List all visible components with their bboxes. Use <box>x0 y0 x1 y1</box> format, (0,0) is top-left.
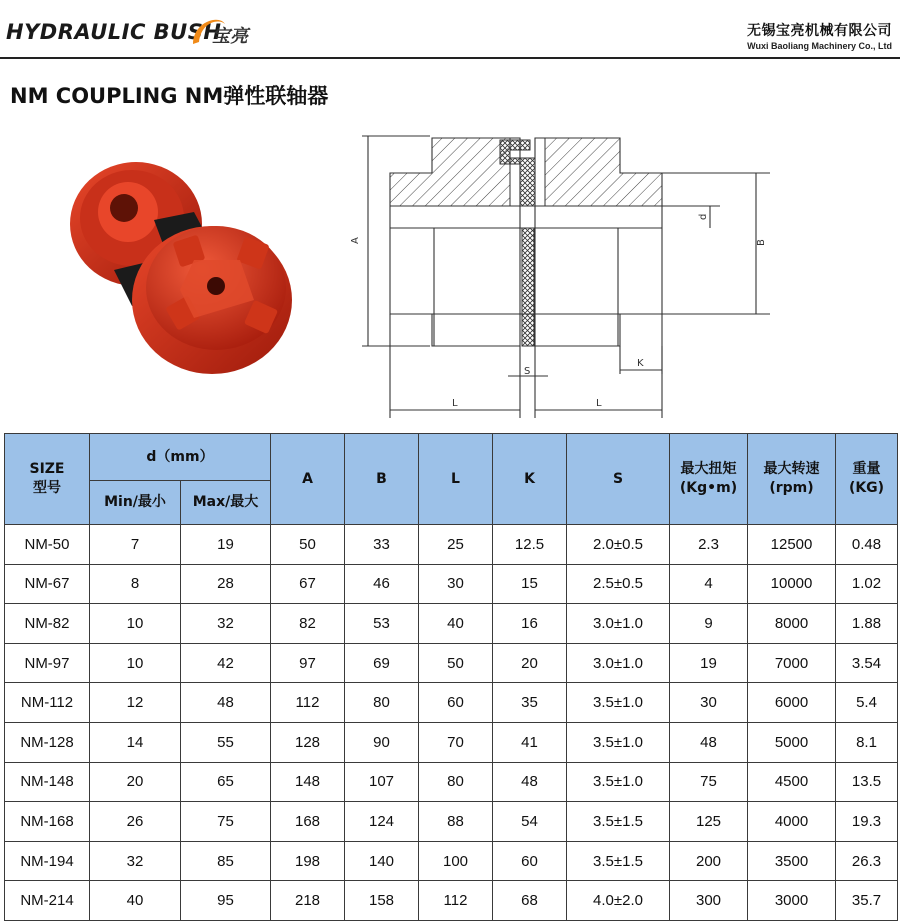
header-l: L <box>419 434 493 525</box>
cell-weight: 8.1 <box>836 722 898 762</box>
cell-d-max: 65 <box>181 762 271 802</box>
cell-size: NM-112 <box>5 683 90 723</box>
header-weight-cn: 重量 <box>852 461 881 478</box>
cell-l: 30 <box>419 564 493 604</box>
cell-weight: 1.88 <box>836 604 898 644</box>
table-row <box>5 722 898 762</box>
cell-k: 15 <box>493 564 567 604</box>
cell-k: 60 <box>493 841 567 881</box>
cell-d-min: 7 <box>90 525 181 565</box>
cell-a: 218 <box>271 881 345 921</box>
coupling-photo <box>44 150 304 380</box>
cell-d-max: 32 <box>181 604 271 644</box>
cell-l: 50 <box>419 643 493 683</box>
cell-d-max: 55 <box>181 722 271 762</box>
cell-d-min: 26 <box>90 802 181 842</box>
cell-torque: 200 <box>670 841 748 881</box>
cell-b: 53 <box>345 604 419 644</box>
cell-b: 80 <box>345 683 419 723</box>
dim-label-l-right: L <box>596 398 602 409</box>
brand-logo <box>6 14 256 50</box>
coupling-section-drawing <box>350 128 790 426</box>
cell-d-max: 75 <box>181 802 271 842</box>
cell-k: 12.5 <box>493 525 567 565</box>
dim-label-s: S <box>524 366 531 377</box>
cell-torque: 30 <box>670 683 748 723</box>
cell-b: 124 <box>345 802 419 842</box>
cell-l: 25 <box>419 525 493 565</box>
header-size-en: SIZE <box>29 461 65 478</box>
cell-a: 168 <box>271 802 345 842</box>
cell-b: 107 <box>345 762 419 802</box>
cell-l: 88 <box>419 802 493 842</box>
cell-speed: 7000 <box>748 643 836 683</box>
cell-s: 3.5±1.0 <box>567 762 670 802</box>
cell-l: 100 <box>419 841 493 881</box>
cell-a: 128 <box>271 722 345 762</box>
cell-k: 35 <box>493 683 567 723</box>
dim-label-a: A <box>350 237 361 244</box>
cell-l: 60 <box>419 683 493 723</box>
cell-a: 148 <box>271 762 345 802</box>
brand-name-en: HYDRAULIC BUSH <box>6 20 222 44</box>
cell-d-min: 12 <box>90 683 181 723</box>
cell-size: NM-67 <box>5 564 90 604</box>
cell-size: NM-82 <box>5 604 90 644</box>
cell-s: 2.5±0.5 <box>567 564 670 604</box>
cell-a: 112 <box>271 683 345 723</box>
cell-k: 41 <box>493 722 567 762</box>
cell-b: 46 <box>345 564 419 604</box>
cell-s: 3.0±1.0 <box>567 643 670 683</box>
cell-d-min: 20 <box>90 762 181 802</box>
cell-a: 82 <box>271 604 345 644</box>
cell-d-min: 8 <box>90 564 181 604</box>
cell-weight: 3.54 <box>836 643 898 683</box>
cell-torque: 48 <box>670 722 748 762</box>
table-row <box>5 881 898 921</box>
cell-d-max: 28 <box>181 564 271 604</box>
cell-weight: 0.48 <box>836 525 898 565</box>
table-header-row <box>5 434 898 481</box>
cell-d-max: 48 <box>181 683 271 723</box>
cell-weight: 1.02 <box>836 564 898 604</box>
header-size-cn: 型号 <box>33 480 61 496</box>
cell-speed: 8000 <box>748 604 836 644</box>
header-size <box>5 434 90 525</box>
cell-speed: 6000 <box>748 683 836 723</box>
cell-weight: 13.5 <box>836 762 898 802</box>
dim-label-k: K <box>637 358 644 369</box>
cell-torque: 300 <box>670 881 748 921</box>
cell-speed: 12500 <box>748 525 836 565</box>
cell-k: 20 <box>493 643 567 683</box>
brand-name-cn: 宝亮 <box>212 26 248 47</box>
cell-d-min: 40 <box>90 881 181 921</box>
dim-label-d: d <box>698 213 709 220</box>
cell-torque: 75 <box>670 762 748 802</box>
cell-size: NM-148 <box>5 762 90 802</box>
table-row <box>5 525 898 565</box>
cell-s: 2.0±0.5 <box>567 525 670 565</box>
table-row <box>5 802 898 842</box>
cell-a: 67 <box>271 564 345 604</box>
cell-speed: 4000 <box>748 802 836 842</box>
cell-s: 3.5±1.0 <box>567 683 670 723</box>
cell-size: NM-97 <box>5 643 90 683</box>
cell-torque: 125 <box>670 802 748 842</box>
table-row <box>5 683 898 723</box>
cell-torque: 4 <box>670 564 748 604</box>
cell-a: 198 <box>271 841 345 881</box>
cell-k: 16 <box>493 604 567 644</box>
cell-d-max: 19 <box>181 525 271 565</box>
header-speed-unit: (rpm) <box>769 480 814 496</box>
header-k: K <box>493 434 567 525</box>
cell-size: NM-214 <box>5 881 90 921</box>
cell-torque: 2.3 <box>670 525 748 565</box>
header-divider <box>0 57 900 59</box>
header-d-group: d（mm） <box>90 434 271 481</box>
spec-table <box>4 433 898 921</box>
cell-s: 3.0±1.0 <box>567 604 670 644</box>
cell-torque: 9 <box>670 604 748 644</box>
cell-l: 80 <box>419 762 493 802</box>
cell-d-max: 95 <box>181 881 271 921</box>
dim-label-b: B <box>756 239 767 246</box>
header-d-min: Min/最小 <box>90 481 181 525</box>
cell-weight: 19.3 <box>836 802 898 842</box>
cell-size: NM-194 <box>5 841 90 881</box>
cell-size: NM-50 <box>5 525 90 565</box>
cell-weight: 5.4 <box>836 683 898 723</box>
cell-torque: 19 <box>670 643 748 683</box>
cell-size: NM-168 <box>5 802 90 842</box>
cell-d-max: 42 <box>181 643 271 683</box>
cell-d-min: 32 <box>90 841 181 881</box>
cell-l: 112 <box>419 881 493 921</box>
table-row <box>5 604 898 644</box>
table-row <box>5 643 898 683</box>
table-row <box>5 762 898 802</box>
cell-d-min: 14 <box>90 722 181 762</box>
cell-weight: 26.3 <box>836 841 898 881</box>
cell-s: 3.5±1.0 <box>567 722 670 762</box>
header-weight <box>836 434 898 525</box>
table-row <box>5 564 898 604</box>
header-torque-cn: 最大扭矩 <box>680 461 737 478</box>
cell-d-max: 85 <box>181 841 271 881</box>
cell-k: 54 <box>493 802 567 842</box>
cell-k: 48 <box>493 762 567 802</box>
company-name-cn: 无锡宝亮机械有限公司 <box>747 23 892 39</box>
table-body <box>5 525 898 921</box>
header-torque <box>670 434 748 525</box>
header-speed <box>748 434 836 525</box>
cell-speed: 4500 <box>748 762 836 802</box>
header-weight-unit: (KG) <box>848 480 885 496</box>
header-b: B <box>345 434 419 525</box>
header-speed-cn: 最大转速 <box>763 461 820 478</box>
dim-label-l-left: L <box>452 398 458 409</box>
cell-b: 90 <box>345 722 419 762</box>
header-torque-unit: (Kg•m) <box>679 480 738 496</box>
company-name-en: Wuxi Baoliang Machinery Co., Ltd <box>747 41 892 51</box>
page-title: NM COUPLING NM弹性联轴器 <box>10 84 329 108</box>
cell-b: 33 <box>345 525 419 565</box>
cell-l: 70 <box>419 722 493 762</box>
cell-weight: 35.7 <box>836 881 898 921</box>
cell-b: 140 <box>345 841 419 881</box>
header-a: A <box>271 434 345 525</box>
cell-s: 3.5±1.5 <box>567 841 670 881</box>
cell-s: 3.5±1.5 <box>567 802 670 842</box>
cell-size: NM-128 <box>5 722 90 762</box>
cell-speed: 3500 <box>748 841 836 881</box>
cell-speed: 5000 <box>748 722 836 762</box>
cell-a: 50 <box>271 525 345 565</box>
header-d-max: Max/最大 <box>181 481 271 525</box>
company-info <box>747 20 892 51</box>
cell-d-min: 10 <box>90 604 181 644</box>
cell-speed: 3000 <box>748 881 836 921</box>
header-s: S <box>567 434 670 525</box>
cell-d-min: 10 <box>90 643 181 683</box>
cell-b: 69 <box>345 643 419 683</box>
cell-speed: 10000 <box>748 564 836 604</box>
cell-a: 97 <box>271 643 345 683</box>
cell-b: 158 <box>345 881 419 921</box>
cell-s: 4.0±2.0 <box>567 881 670 921</box>
cell-l: 40 <box>419 604 493 644</box>
cell-k: 68 <box>493 881 567 921</box>
table-row <box>5 841 898 881</box>
